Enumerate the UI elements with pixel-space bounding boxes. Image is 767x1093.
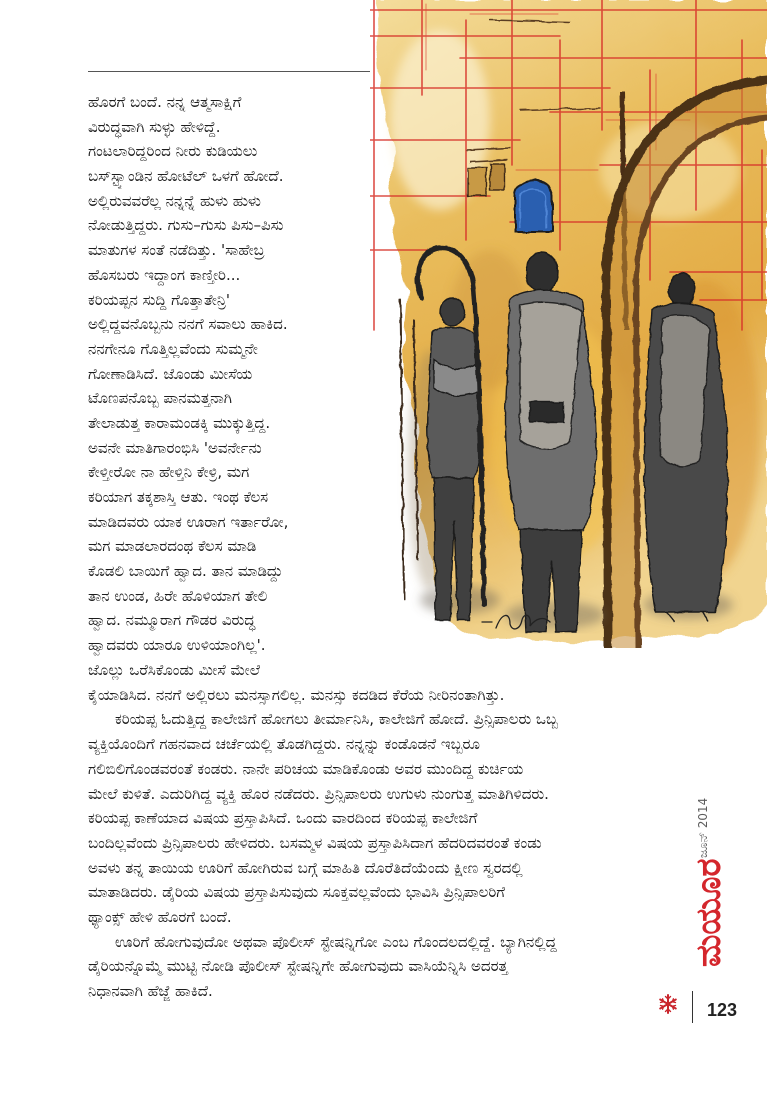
column-line-text: ಕೊಡಲಿ ಬಾಯಿಗೆ ಹ್ವಾದ. ತಾನ ಮಾಡಿದ್ದು bbox=[88, 562, 283, 581]
body-line bbox=[88, 782, 706, 807]
column-line bbox=[88, 559, 368, 584]
column-line bbox=[88, 263, 368, 288]
body-line bbox=[88, 880, 706, 905]
column-line-text: ಹ್ವಾದ. ನಮ್ಮೂರಾಗ ಗೌಡರ ವಿರುದ್ಧ bbox=[88, 611, 256, 630]
column-line-text: ನನಗೇನೂ ಗೊತ್ತಿಲ್ಲವೆಂದು ಸುಮ್ಮನೇ bbox=[88, 339, 258, 358]
column-line-text: ಅವನೇ ಮಾತಿಗಾರಂಭಿಸಿ 'ಅವರ್ನೇನು bbox=[88, 438, 262, 457]
article-narrow-column bbox=[88, 90, 368, 683]
small-window-right bbox=[490, 164, 504, 190]
column-line bbox=[88, 534, 368, 559]
column-line bbox=[88, 139, 368, 164]
page-number: 123 bbox=[707, 1000, 738, 1020]
magazine-logo-text: ಮಯೂರ bbox=[689, 859, 729, 967]
body-line-text: ಗಲಿಬಿಲಿಗೊಂಡವರಂತೆ ಕಂಡರು. ನಾನೇ ಪರಿಚಯ ಮಾಡಿಕೊಂಡು ಅವರ ಮುಂದಿದ್ದ ಕುರ್ಚಿಯ bbox=[88, 759, 524, 778]
column-line-text: ಹೊರಗೆ ಬಂದೆ. ನನ್ನ ಆತ್ಮಸಾಕ್ಷಿಗೆ bbox=[88, 93, 242, 111]
small-window-left bbox=[468, 168, 486, 196]
body-line-text: ಕರಿಯಪ್ಪ ಕಾಣೆಯಾದ ವಿಷಯ ಪ್ರಸ್ತಾಪಿಸಿದೆ. ಒಂದು ವಾರದಿಂದ ಕರಿಯಪ್ಪ ಕಾಲೇಜಿಗೆ bbox=[88, 809, 478, 828]
paragraph-first-line bbox=[88, 707, 706, 732]
story-illustration bbox=[370, 0, 767, 648]
body-line-text: ಥ್ಯಾಂಕ್ಸ್ ಹೇಳಿ ಹೊರಗೆ ಬಂದೆ. bbox=[88, 907, 232, 926]
column-line-text: ಗೋಣಾಡಿಸಿದೆ. ಜೊಂಡು ಮೀಸೆಯ bbox=[88, 364, 253, 383]
body-line-text: ಮೇಲೆ ಕುಳಿತೆ. ಎದುರಿಗಿದ್ದ ವ್ಯಕ್ತಿ ಹೊರ ನಡೆದರು. ಪ್ರಿನ್ಸಿಪಾಲರು ಉಗುಳು ನುಂಗುತ್ತ ಮಾತಿಗಿಳಿದರು. bbox=[88, 784, 549, 803]
paragraph-first-line bbox=[88, 930, 706, 955]
column-line-text: ಮಾಡಿದವರು ಯಾಕ ಊರಾಗ ಇರ್ತಾರೋ, bbox=[88, 512, 289, 531]
top-rule bbox=[88, 71, 370, 72]
column-line-text: ಕರಿಯಾಗ ತಕ್ಕಶಾಸ್ತಿ ಆತು. ಇಂಥ ಕೆಲಸ bbox=[88, 488, 269, 506]
body-line bbox=[88, 954, 706, 979]
column-line bbox=[88, 115, 368, 140]
column-line-text: ಅಲ್ಲಿರುವವರೆಲ್ಲ ನನ್ನನ್ನೆ ಹುಳು ಹುಳು bbox=[88, 191, 261, 210]
body-line-text: ನಿಧಾನವಾಗಿ ಹೆಜ್ಜೆ ಹಾಕಿದೆ. bbox=[88, 982, 213, 1001]
body-line-text: ಅವಳು ತನ್ನ ತಾಯಿಯ ಊರಿಗೆ ಹೋಗಿರುವ ಬಗ್ಗೆ ಮಾಹಿತಿ ದೊರೆತಿದೆಯೆಂದು ಕ್ಷೀಣ ಸ್ವರದಲ್ಲಿ bbox=[88, 858, 523, 877]
issue-date-text: ಜೂನ್ 2014 bbox=[695, 798, 710, 858]
column-line-text: ಗಂಟಲಾರಿದ್ದರಿಂದ ನೀರು ಕುಡಿಯಲು bbox=[88, 142, 258, 161]
column-line bbox=[88, 288, 368, 313]
body-line bbox=[88, 831, 706, 856]
column-line bbox=[88, 485, 368, 510]
column-line-text: ಬಸ್‌ಸ್ಟ್ಯಾಂಡಿನ ಹೋಟೆಲ್ ಒಳಗೆ ಹೋದೆ. bbox=[88, 167, 284, 186]
column-line-text: ಅಲ್ಲಿದ್ದವನೊಬ್ಬನು ನನಗೆ ಸವಾಲು ಹಾಕಿದ. bbox=[88, 315, 288, 334]
body-line-text: ಕೈಯಾಡಿಸಿದ. ನನಗೆ ಅಲ್ಲಿರಲು ಮನಸ್ಸಾಗಲಿಲ್ಲ. ಮನಸ್ಸು ಕದಡಿದ ಕೆರೆಯ ನೀರಿನಂತಾಗಿತ್ತು. bbox=[88, 685, 505, 704]
column-line-text: ಹೊಸಬರು ಇದ್ದಾಂಗ ಕಾಣ್ತೀರಿ... bbox=[88, 265, 241, 284]
body-line-text: ಬಂದಿಲ್ಲವೆಂದು ಪ್ರಿನ್ಸಿಪಾಲರು ಹೇಳಿದರು. ಬಸಮ್ಮಳ ವಿಷಯ ಪ್ರಸ್ತಾಪಿಸಿದಾಗ ಹೆದರಿದವರಂತೆ ಕಂಡು bbox=[88, 833, 542, 852]
body-line bbox=[88, 806, 706, 831]
column-line bbox=[88, 658, 368, 683]
column-line-text: ತಾನ ಉಂಡ, ಹಿರೇ ಹೊಳಿಯಾಗ ತೇಲಿ bbox=[88, 586, 268, 605]
column-line bbox=[88, 238, 368, 263]
column-line bbox=[88, 460, 368, 485]
column-line bbox=[88, 510, 368, 535]
body-line bbox=[88, 757, 706, 782]
column-line-text: ಮಗ ಮಾಡಲಾರದಂಥ ಕೆಲಸ ಮಾಡಿ bbox=[88, 537, 257, 556]
column-line bbox=[88, 386, 368, 411]
body-line bbox=[88, 732, 706, 757]
column-line bbox=[88, 312, 368, 337]
column-line bbox=[88, 213, 368, 238]
body-line bbox=[88, 905, 706, 930]
column-line-text: ಕೇಳ್ತೀರೋ ನಾ ಹೇಳ್ತಿನಿ ಕೇಳ್ರಿ, ಮಗ bbox=[88, 463, 250, 482]
body-line bbox=[88, 683, 706, 708]
column-line bbox=[88, 584, 368, 609]
magazine-logo bbox=[688, 859, 730, 967]
column-line-text: ವಿರುದ್ಧವಾಗಿ ಸುಳ್ಳು ಹೇಳಿದ್ದೆ. bbox=[88, 117, 221, 136]
column-line bbox=[88, 337, 368, 362]
column-line-text: ಟೊಣಪನೊಬ್ಬ ಪಾನಮತ್ತನಾಗಿ bbox=[88, 389, 232, 408]
body-line bbox=[88, 856, 706, 881]
column-line-text: ಹ್ವಾದವರು ಯಾರೂ ಉಳಿಯಾಂಗಿಲ್ಲ'. bbox=[88, 636, 266, 655]
body-line-text: ಡೈರಿಯನ್ನೊಮ್ಮೆ ಮುಟ್ಟಿ ನೋಡಿ ಪೊಲೀಸ್ ಸ್ಟೇಷನ್ನಿಗೇ ಹೋಗುವುದು ವಾಸಿಯೆನ್ನಿಸಿ ಅದರತ್ತ bbox=[88, 957, 508, 976]
issue-date bbox=[695, 798, 711, 858]
body-line-text: ವ್ಯಕ್ತಿಯೊಂದಿಗೆ ಗಹನವಾದ ಚರ್ಚೆಯಲ್ಲಿ ತೊಡಗಿದ್ದರು. ನನ್ನನ್ನು ಕಂಡೊಡನೆ ಇಬ್ಬರೂ bbox=[88, 735, 480, 754]
article-full-width-text bbox=[88, 683, 706, 1004]
column-line-text: ತೇಲಾಡುತ್ತ ಕಾರಾಮಂಡಕ್ಕಿ ಮುಕ್ಕುತ್ತಿದ್ದ. bbox=[88, 413, 271, 432]
figure-right-woman bbox=[644, 273, 727, 622]
footer-rule bbox=[692, 991, 693, 1023]
column-line bbox=[88, 633, 368, 658]
paragraph-first-line-text: ಕರಿಯಪ್ಪ ಓದುತ್ತಿದ್ದ ಕಾಲೇಜಿಗೆ ಹೋಗಲು ತೀರ್ಮಾನಿಸಿ, ಕಾಲೇಜಿಗೆ ಹೋದೆ. ಪ್ರಿನ್ಸಿಪಾಲರು ಒಬ್ಬ bbox=[115, 710, 558, 729]
column-line-text: ಜೊಲ್ಲು ಒರೆಸಿಕೊಂಡು ಮೀಸೆ ಮೇಲೆ bbox=[88, 660, 261, 679]
column-line bbox=[88, 436, 368, 461]
column-line bbox=[88, 362, 368, 387]
column-line-text: ಮಾತುಗಳ ಸಂತೆ ನಡೆದಿತ್ತು. 'ಸಾಹೇಬ್ರ bbox=[88, 241, 265, 260]
paragraph-first-line-text: ಊರಿಗೆ ಹೋಗುವುದೋ ಅಥವಾ ಪೊಲೀಸ್ ಸ್ಟೇಷನ್ನಿಗೋ ಎಂಬ ಗೊಂದಲದಲ್ಲಿದ್ದೆ. ಬ್ಯಾಗಿನಲ್ಲಿದ್ದ bbox=[115, 932, 557, 951]
column-line bbox=[88, 164, 368, 189]
column-line bbox=[88, 608, 368, 633]
column-line-text: ಕರಿಯಪ್ಪನ ಸುದ್ದಿ ಗೊತ್ತಾತೇನ್ರಿ' bbox=[88, 290, 230, 309]
column-line-text: ನೋಡುತ್ತಿದ್ದರು. ಗುಸು–ಗುಸು ಪಿಸು–ಪಿಸು bbox=[88, 216, 284, 235]
column-line bbox=[88, 189, 368, 214]
body-line bbox=[88, 979, 706, 1004]
body-line-text: ಮಾತಾಡಿದರು. ಡೈರಿಯ ವಿಷಯ ಪ್ರಸ್ತಾಪಿಸುವುದು ಸೂಕ್ತವಲ್ಲವೆಂದು ಭಾವಿಸಿ ಪ್ರಿನ್ಸಿಪಾಲರಿಗೆ bbox=[88, 883, 506, 902]
column-line bbox=[88, 90, 368, 115]
column-line bbox=[88, 411, 368, 436]
snowflake-icon bbox=[658, 994, 678, 1014]
